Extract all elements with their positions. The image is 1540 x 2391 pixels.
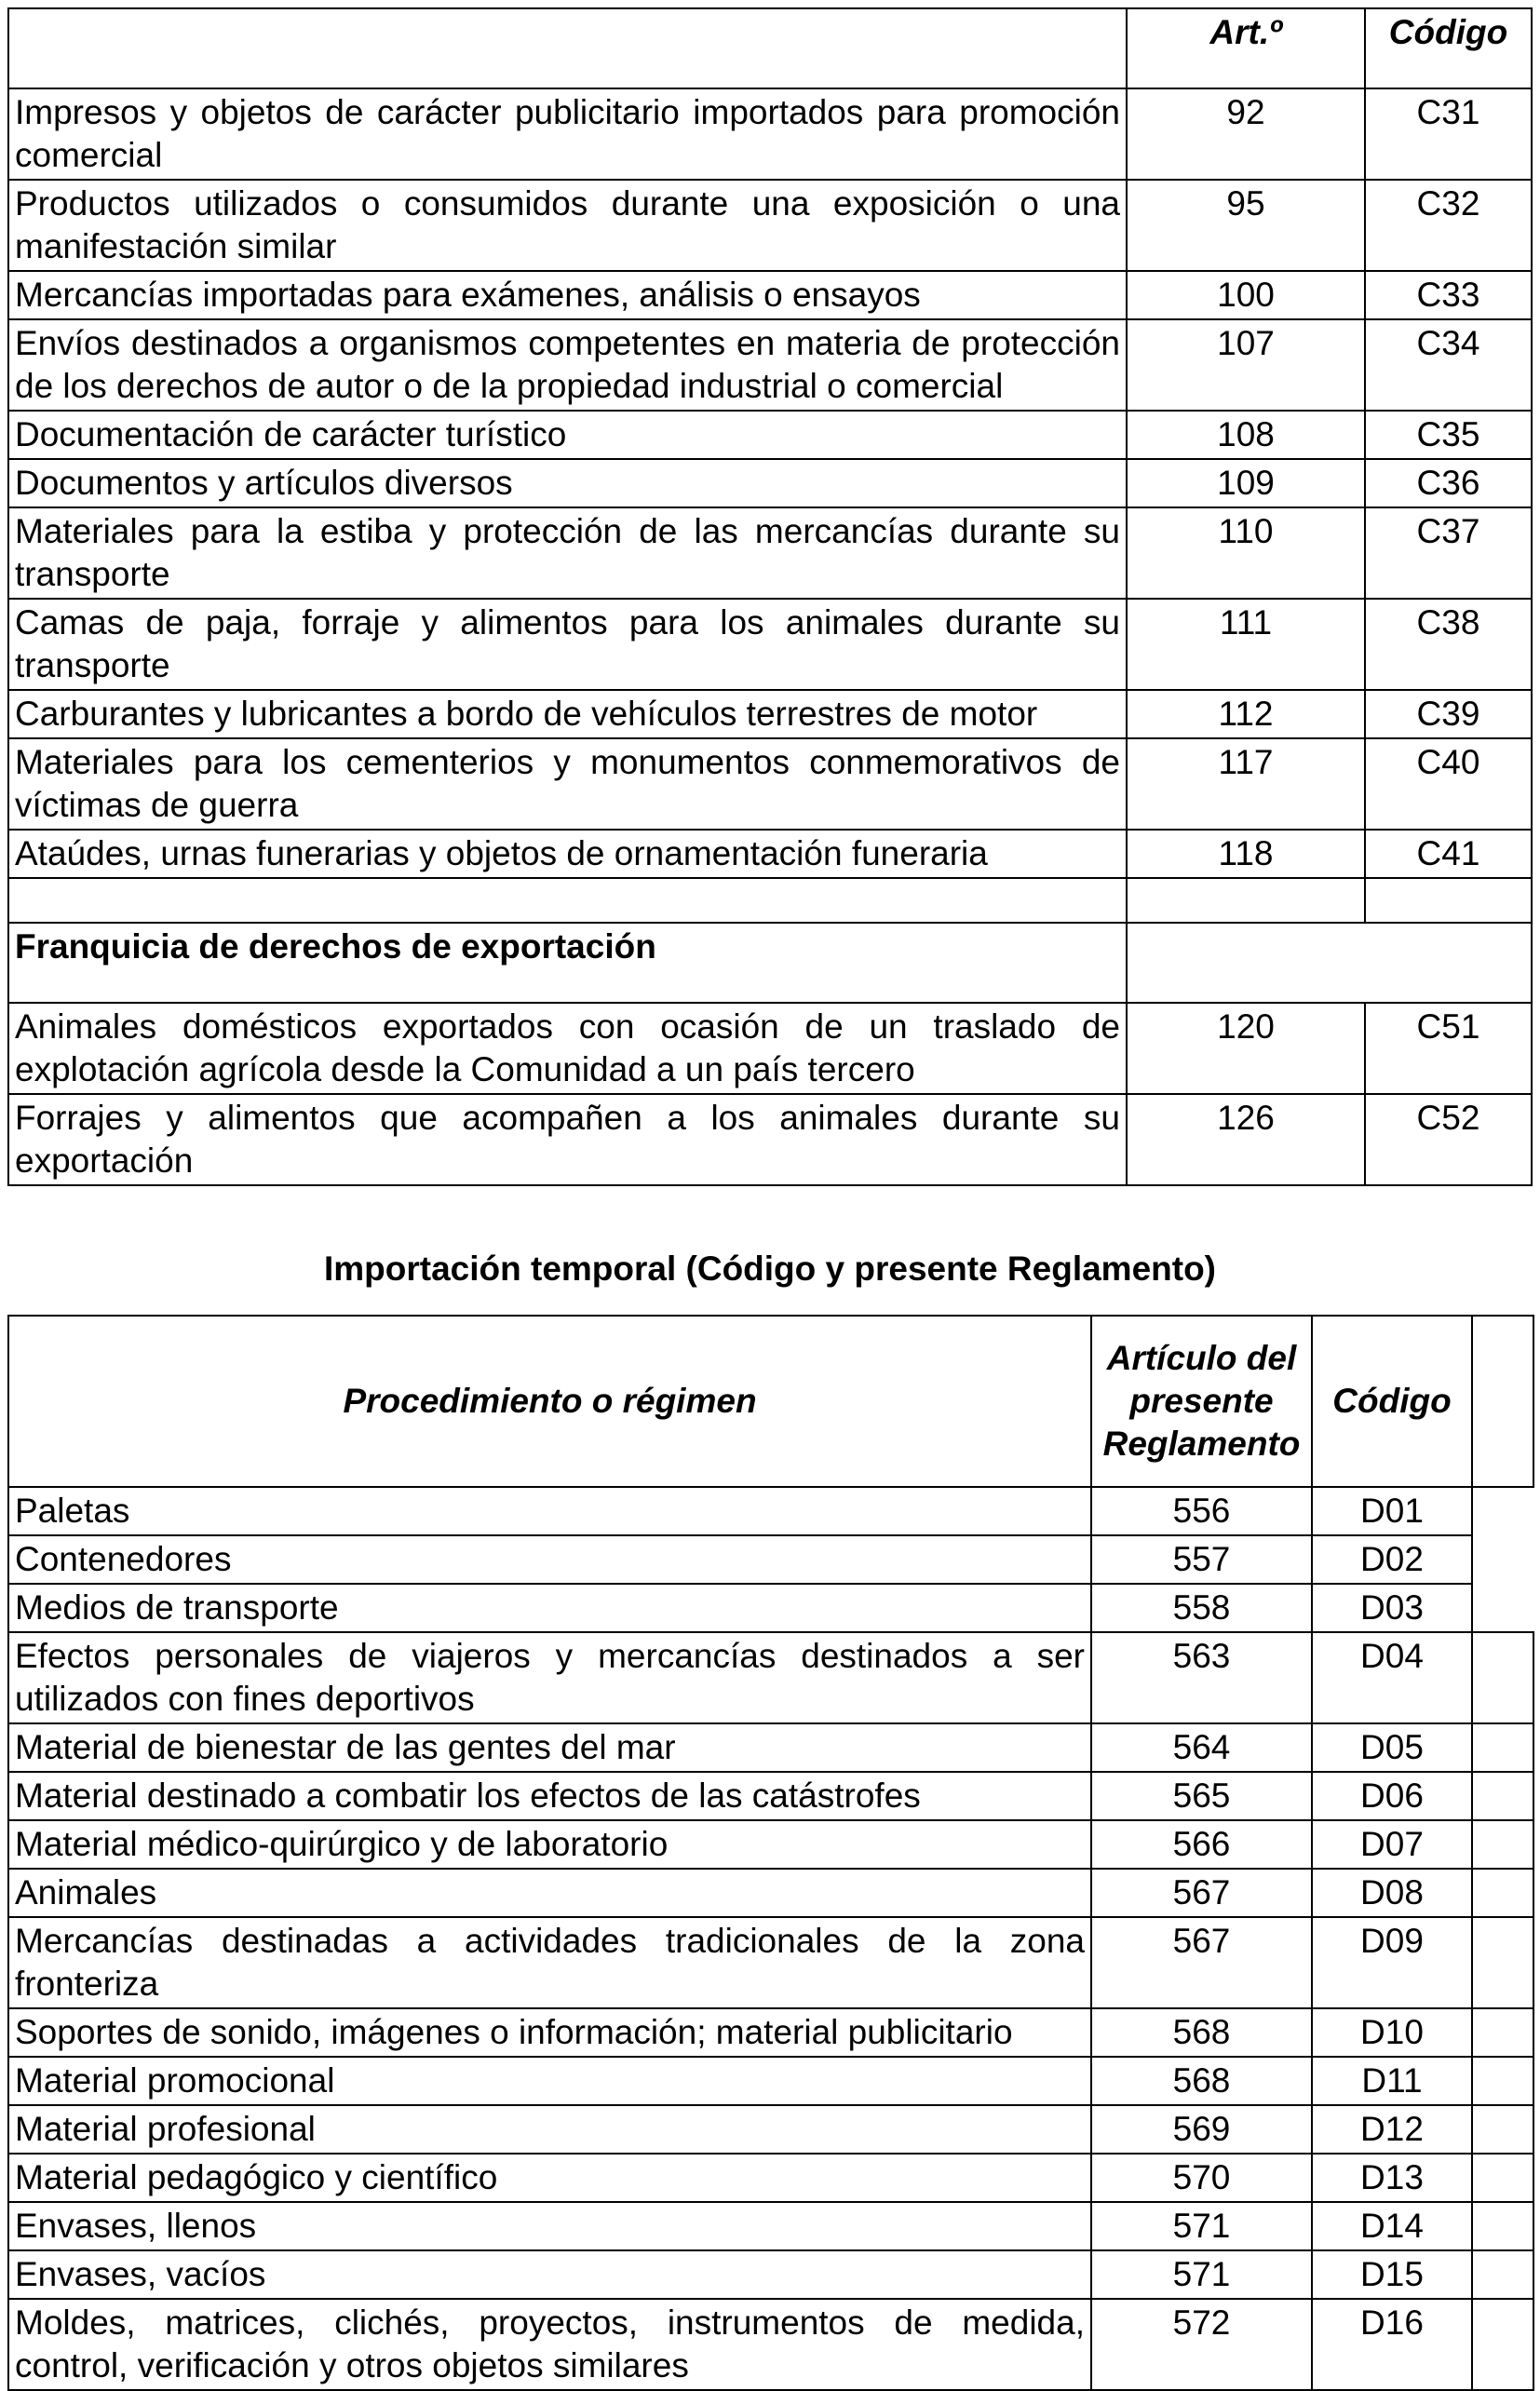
row-article: 567 <box>1091 1917 1312 2008</box>
table-row <box>8 88 1532 180</box>
row-article: 556 <box>1091 1487 1312 1535</box>
row-code: C31 <box>1365 88 1532 180</box>
row-description: Animales <box>8 1869 1091 1917</box>
row-code: D01 <box>1312 1487 1472 1535</box>
table-header-row <box>8 1316 1533 1487</box>
temporary-import-table <box>7 1315 1534 2391</box>
row-description: Forrajes y alimentos que acompañen a los animales durante su exportación <box>8 1094 1127 1185</box>
row-code: D07 <box>1312 1820 1472 1869</box>
row-article: 120 <box>1127 1003 1365 1094</box>
extra-cell <box>1472 1487 1533 1535</box>
table-row <box>8 2299 1533 2390</box>
extra-cell <box>1472 1584 1533 1632</box>
header-code: Código <box>1312 1316 1472 1487</box>
table-row <box>8 599 1532 690</box>
row-code: D03 <box>1312 1584 1472 1632</box>
table-row <box>8 2105 1533 2154</box>
table-row <box>8 1632 1533 1723</box>
table-row <box>8 1535 1533 1584</box>
table-row <box>8 2202 1533 2250</box>
section-header-row <box>8 923 1532 1003</box>
header-procedure: Procedimiento o régimen <box>8 1316 1091 1487</box>
table-row <box>8 690 1532 738</box>
row-article: 572 <box>1091 2299 1312 2390</box>
row-description: Material promocional <box>8 2057 1091 2105</box>
row-code: C36 <box>1365 459 1532 507</box>
row-description: Documentación de carácter turístico <box>8 411 1127 459</box>
row-article: 558 <box>1091 1584 1312 1632</box>
row-description: Medios de transporte <box>8 1584 1091 1632</box>
row-article: 571 <box>1091 2202 1312 2250</box>
row-description: Impresos y objetos de carácter publicitario importados para promoción comercial <box>8 88 1127 180</box>
row-description: Material pedagógico y científico <box>8 2154 1091 2202</box>
row-description: Materiales para la estiba y protección de las mercancías durante su transporte <box>8 507 1127 599</box>
row-description: Productos utilizados o consumidos durante una exposición o una manifestación similar <box>8 180 1127 271</box>
row-code: D05 <box>1312 1723 1472 1772</box>
extra-cell <box>1472 1535 1533 1584</box>
table-row <box>8 1094 1532 1185</box>
row-description: Paletas <box>8 1487 1091 1535</box>
row-code: C39 <box>1365 690 1532 738</box>
row-code: C34 <box>1365 319 1532 411</box>
row-code: C35 <box>1365 411 1532 459</box>
row-code: C41 <box>1365 830 1532 878</box>
row-code: C40 <box>1365 738 1532 830</box>
row-article: 567 <box>1091 1869 1312 1917</box>
franchise-codes-table <box>7 7 1533 1186</box>
row-description: Envases, llenos <box>8 2202 1091 2250</box>
table-row <box>8 271 1532 319</box>
row-code: D14 <box>1312 2202 1472 2250</box>
row-article: 95 <box>1127 180 1365 271</box>
row-description: Efectos personales de viajeros y mercancías destinados a ser utilizados con fines deportivos <box>8 1632 1091 1723</box>
row-code: C38 <box>1365 599 1532 690</box>
row-description: Animales domésticos exportados con ocasión de un traslado de explotación agrícola desde la Comunidad a un país tercero <box>8 1003 1127 1094</box>
row-article: 563 <box>1091 1632 1312 1723</box>
row-description: Soportes de sonido, imágenes o información; material publicitario <box>8 2008 1091 2057</box>
table-row <box>8 319 1532 411</box>
extra-cell <box>1472 1772 1533 1820</box>
row-description: Materiales para los cementerios y monumentos conmemorativos de víctimas de guerra <box>8 738 1127 830</box>
table-row <box>8 507 1532 599</box>
table-header-row <box>8 8 1532 88</box>
row-description: Ataúdes, urnas funerarias y objetos de ornamentación funeraria <box>8 830 1127 878</box>
table-row <box>8 1820 1533 1869</box>
row-code: D12 <box>1312 2105 1472 2154</box>
section-title: Franquicia de derechos de exportación <box>8 923 1127 1003</box>
row-code: D11 <box>1312 2057 1472 2105</box>
row-description: Material médico-quirúrgico y de laboratorio <box>8 1820 1091 1869</box>
blank-cell <box>1127 878 1365 923</box>
row-code: C32 <box>1365 180 1532 271</box>
row-code: C51 <box>1365 1003 1532 1094</box>
header-article: Art.º <box>1127 8 1365 88</box>
row-code: D06 <box>1312 1772 1472 1820</box>
row-code: D04 <box>1312 1632 1472 1723</box>
temporary-import-title: Importación temporal (Código y presente Reglamento) <box>323 1250 1216 1288</box>
row-article: 108 <box>1127 411 1365 459</box>
row-description: Mercancías destinadas a actividades tradicionales de la zona fronteriza <box>8 1917 1091 2008</box>
row-article: 111 <box>1127 599 1365 690</box>
extra-cell <box>1472 2202 1533 2250</box>
row-article: 109 <box>1127 459 1365 507</box>
blank-cell <box>1365 878 1532 923</box>
table-row <box>8 411 1532 459</box>
row-description: Carburantes y lubricantes a bordo de vehículos terrestres de motor <box>8 690 1127 738</box>
row-article: 568 <box>1091 2008 1312 2057</box>
table-row <box>8 459 1532 507</box>
table-row <box>8 1584 1533 1632</box>
row-code: D15 <box>1312 2250 1472 2299</box>
row-description: Documentos y artículos diversos <box>8 459 1127 507</box>
row-code: C33 <box>1365 271 1532 319</box>
table-row <box>8 738 1532 830</box>
row-code: D10 <box>1312 2008 1472 2057</box>
row-description: Contenedores <box>8 1535 1091 1584</box>
extra-cell <box>1472 2105 1533 2154</box>
row-article: 118 <box>1127 830 1365 878</box>
extra-cell <box>1472 2154 1533 2202</box>
row-article: 92 <box>1127 88 1365 180</box>
row-article: 570 <box>1091 2154 1312 2202</box>
blank-cell <box>8 878 1127 923</box>
row-description: Mercancías importadas para exámenes, análisis o ensayos <box>8 271 1127 319</box>
row-description: Envases, vacíos <box>8 2250 1091 2299</box>
blank-row <box>8 878 1532 923</box>
row-code: C37 <box>1365 507 1532 599</box>
header-article: Artículo del presente Reglamento <box>1091 1316 1312 1487</box>
extra-cell <box>1472 1820 1533 1869</box>
row-code: D08 <box>1312 1869 1472 1917</box>
row-article: 571 <box>1091 2250 1312 2299</box>
row-description: Camas de paja, forraje y alimentos para los animales durante su transporte <box>8 599 1127 690</box>
row-code: D13 <box>1312 2154 1472 2202</box>
row-article: 107 <box>1127 319 1365 411</box>
row-article: 564 <box>1091 1723 1312 1772</box>
table-row <box>8 1487 1533 1535</box>
extra-cell <box>1472 2299 1533 2390</box>
table-row <box>8 2250 1533 2299</box>
table-row <box>8 1869 1533 1917</box>
row-article: 569 <box>1091 2105 1312 2154</box>
extra-cell <box>1472 1917 1533 2008</box>
extra-cell <box>1472 2008 1533 2057</box>
row-article: 557 <box>1091 1535 1312 1584</box>
row-code: D09 <box>1312 1917 1472 2008</box>
section-empty-cell <box>1127 923 1532 1003</box>
row-description: Material destinado a combatir los efectos de las catástrofes <box>8 1772 1091 1820</box>
extra-cell <box>1472 1632 1533 1723</box>
row-description: Material profesional <box>8 2105 1091 2154</box>
row-article: 117 <box>1127 738 1365 830</box>
row-description: Moldes, matrices, clichés, proyectos, instrumentos de medida, control, verificación y otros objetos similares <box>8 2299 1091 2390</box>
table-row <box>8 180 1532 271</box>
header-code: Código <box>1365 8 1532 88</box>
table-row <box>8 830 1532 878</box>
table-row <box>8 1003 1532 1094</box>
row-description: Material de bienestar de las gentes del mar <box>8 1723 1091 1772</box>
table-row <box>8 1772 1533 1820</box>
row-code: D16 <box>1312 2299 1472 2390</box>
table-row <box>8 2057 1533 2105</box>
extra-cell <box>1472 2057 1533 2105</box>
row-article: 100 <box>1127 271 1365 319</box>
table-row <box>8 1917 1533 2008</box>
header-empty-cell <box>8 8 1127 88</box>
extra-cell <box>1472 1869 1533 1917</box>
row-article: 566 <box>1091 1820 1312 1869</box>
row-article: 126 <box>1127 1094 1365 1185</box>
table-row <box>8 2008 1533 2057</box>
row-description: Envíos destinados a organismos competentes en materia de protección de los derechos de autor o de la propiedad industrial o comercial <box>8 319 1127 411</box>
table-row <box>8 2154 1533 2202</box>
extra-cell <box>1472 2250 1533 2299</box>
row-code: C52 <box>1365 1094 1532 1185</box>
row-article: 565 <box>1091 1772 1312 1820</box>
table-row <box>8 1723 1533 1772</box>
row-article: 110 <box>1127 507 1365 599</box>
header-extra-cell <box>1472 1316 1533 1487</box>
row-article: 568 <box>1091 2057 1312 2105</box>
extra-cell <box>1472 1723 1533 1772</box>
row-article: 112 <box>1127 690 1365 738</box>
row-code: D02 <box>1312 1535 1472 1584</box>
